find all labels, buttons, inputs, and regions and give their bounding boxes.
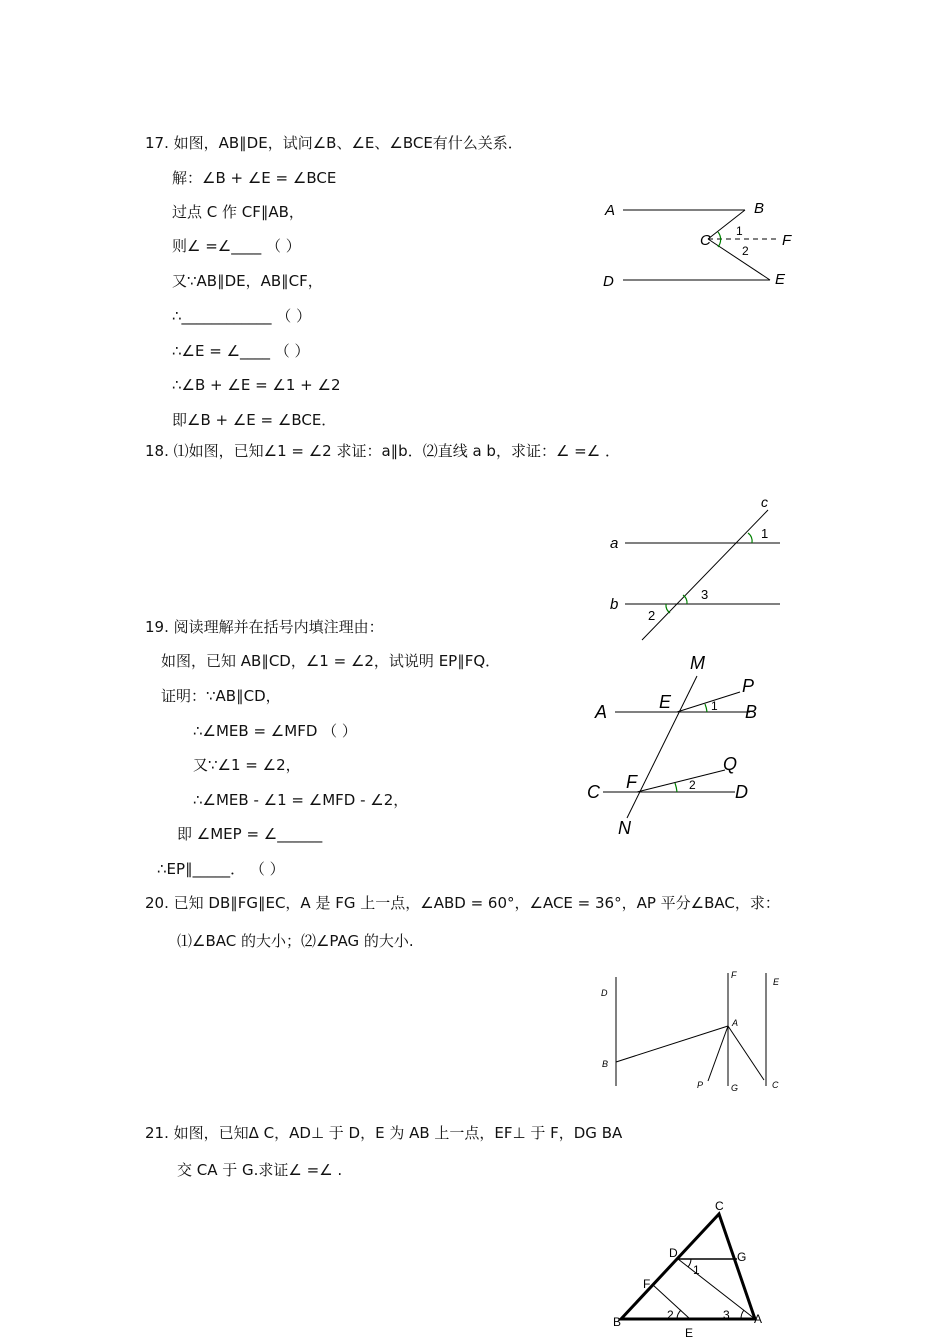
label-P: P — [697, 1080, 704, 1090]
label-1: 1 — [761, 526, 769, 541]
label-C: C — [700, 232, 711, 249]
q19-figure — [585, 650, 765, 845]
label-2: 2 — [667, 1308, 674, 1322]
line-c — [642, 510, 768, 640]
label-G: G — [737, 1250, 747, 1264]
label-F: F — [782, 232, 792, 249]
label-B: B — [602, 1059, 609, 1069]
q21-figure — [605, 1195, 775, 1340]
label-B: B — [613, 1315, 622, 1329]
label-2: 2 — [689, 778, 696, 792]
label-P: P — [742, 676, 755, 696]
q17-line-6: ∴∠E = ∠____ （ ） — [172, 342, 310, 360]
label-M: M — [690, 653, 705, 673]
label-2: 2 — [648, 608, 656, 623]
label-1: 1 — [711, 699, 718, 713]
q17-line-5: ∴____________ （ ） — [172, 307, 312, 325]
q17-line-1: 解：∠B + ∠E = ∠BCE — [172, 169, 337, 187]
q19-title: 19. 阅读理解并在括号内填注理由： — [145, 618, 384, 636]
line-ap — [708, 1026, 728, 1081]
label-3: 3 — [701, 587, 709, 602]
label-c: c — [761, 494, 768, 510]
label-F: F — [626, 772, 637, 792]
q17-line-2: 过点 C 作 CF∥AB， — [172, 203, 304, 221]
label-E: E — [775, 271, 786, 288]
q20-figure — [595, 965, 795, 1095]
q17-title: 17. 如图，AB∥DE，试问∠B、∠E、∠BCE有什么关系． — [145, 134, 523, 152]
q19-line-5: ∴∠MEB - ∠1 = ∠MFD - ∠2， — [193, 791, 409, 809]
label-Q: Q — [723, 754, 738, 774]
label-2: 2 — [742, 244, 749, 258]
label-3: 3 — [723, 1308, 730, 1322]
label-F: F — [643, 1277, 651, 1291]
q17-line-7: ∴∠B + ∠E = ∠1 + ∠2 — [172, 376, 341, 394]
label-1: 1 — [693, 1263, 700, 1277]
q19-line-4: 又∵∠1 = ∠2， — [193, 756, 301, 774]
label-a: a — [610, 535, 619, 552]
q19-line-7: ∴EP∥_____． （ ） — [157, 860, 285, 878]
q20-line-1: ⑴∠BAC 的大小；⑵∠PAG 的大小. — [177, 932, 414, 950]
label-C: C — [587, 782, 600, 802]
label-A: A — [754, 1312, 763, 1326]
label-E: E — [773, 977, 780, 987]
q17-line-4: 又∵AB∥DE，AB∥CF， — [172, 272, 323, 290]
label-1: 1 — [736, 224, 743, 238]
q19-line-2: 证明：∵AB∥CD， — [161, 687, 281, 705]
q18-title: 18. ⑴如图，已知∠1 = ∠2 求证：a∥b．⑵直线 a b，求证：∠ =∠ ． — [145, 442, 620, 460]
line-ep — [677, 692, 740, 712]
q19-line-3: ∴∠MEB = ∠MFD （ ） — [193, 722, 357, 740]
label-A: A — [605, 202, 616, 219]
q19-line-1: 如图，已知 AB∥CD，∠1 = ∠2，试说明 EP∥FQ． — [161, 652, 501, 670]
angle-1-arc — [748, 533, 752, 543]
label-D: D — [735, 782, 748, 802]
q20-title: 20. 已知 DB∥FG∥EC，A 是 FG 上一点，∠ABD = 60°，∠ACE = 36°，AP 平分∠BAC，求： — [145, 894, 780, 912]
q19-line-6: 即 ∠MEP = ∠______ — [177, 825, 323, 843]
angle-1-arc — [705, 704, 707, 712]
line-fq — [637, 770, 725, 792]
label-b: b — [610, 596, 619, 613]
label-D: D — [601, 988, 608, 998]
label-C: C — [772, 1080, 779, 1090]
q21-title: 21. 如图，已知Δ C，AD⊥ 于 D，E 为 AB 上一点，EF⊥ 于 F，DG BA — [145, 1124, 623, 1142]
label-A: A — [732, 1018, 739, 1028]
label-D: D — [669, 1246, 678, 1260]
label-D: D — [603, 273, 614, 290]
label-A: A — [595, 702, 608, 722]
q17-line-8: 即∠B + ∠E = ∠BCE． — [172, 411, 337, 429]
q17-line-3: 则∠ =∠____ （ ） — [172, 237, 301, 255]
line-ba — [616, 1026, 728, 1062]
angle-2-arc — [675, 783, 677, 792]
q21-line-1: 交 CA 于 G.求证∠ =∠ . — [177, 1161, 343, 1179]
label-E: E — [685, 1326, 694, 1340]
q18-figure — [600, 492, 790, 647]
line-ac — [728, 1026, 764, 1080]
label-B: B — [754, 200, 765, 217]
line-ce — [708, 239, 770, 280]
label-N: N — [618, 818, 631, 838]
angle-1-arc — [688, 1259, 691, 1267]
angle-3-arc — [683, 595, 687, 604]
label-C: C — [715, 1199, 724, 1213]
label-B: B — [745, 702, 758, 722]
q17-figure — [595, 192, 815, 297]
label-F: F — [731, 970, 737, 980]
label-G: G — [731, 1083, 739, 1093]
label-E: E — [659, 692, 672, 712]
